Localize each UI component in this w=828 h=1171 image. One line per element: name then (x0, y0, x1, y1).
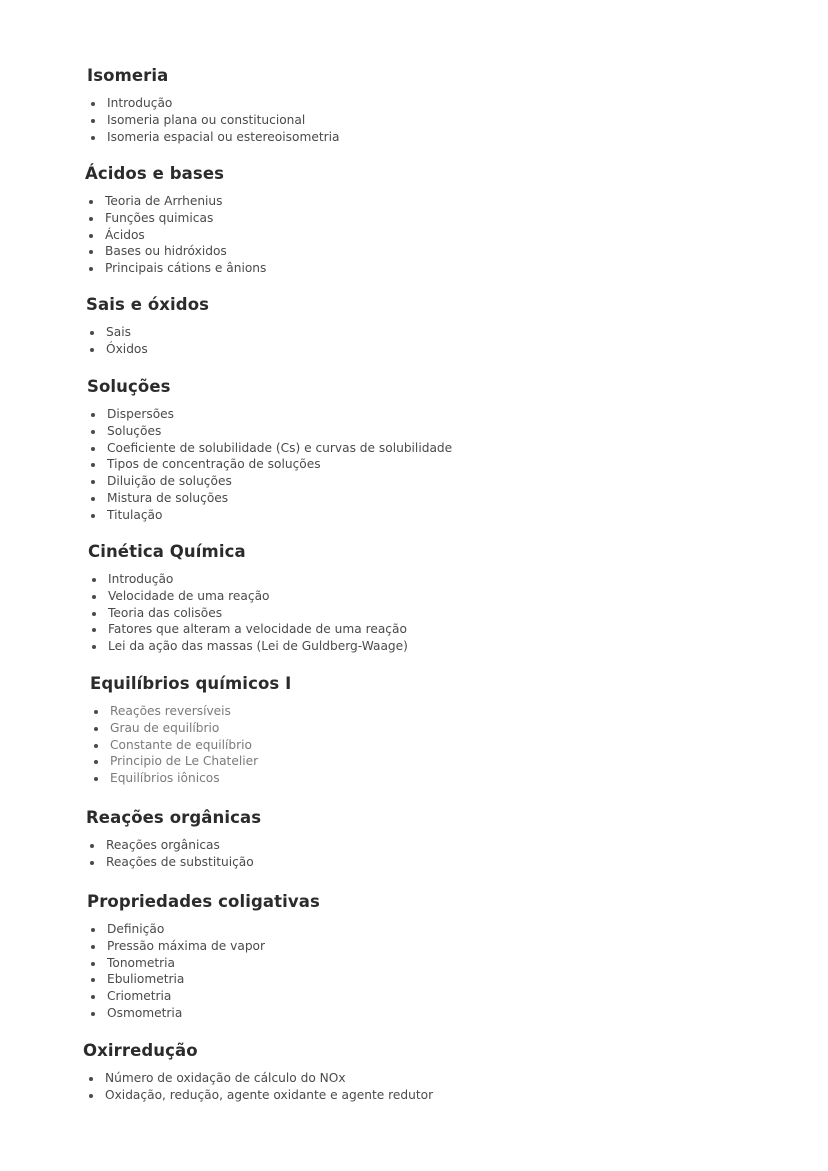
topic-list (90, 703, 291, 787)
section-acidos-bases (85, 164, 266, 277)
section-oxirreducao (83, 1041, 433, 1104)
list-item: Reações orgânicas (86, 837, 261, 854)
list-item: Tonometria (87, 955, 320, 972)
list-item: Oxidação, redução, agente oxidante e agente redutor (85, 1087, 433, 1104)
topic-list (88, 571, 408, 655)
list-item: Bases ou hidróxidos (85, 243, 266, 260)
topic-list (83, 1070, 433, 1104)
list-item: Definição (87, 921, 320, 938)
section-title: Ácidos e bases (85, 164, 225, 183)
list-item: Pressão máxima de vapor (87, 938, 320, 955)
list-item: Mistura de soluções (87, 490, 452, 507)
section-title: Equilíbrios químicos I (90, 674, 292, 693)
list-item: Introdução (88, 571, 408, 588)
list-item: Tipos de concentração de soluções (87, 456, 452, 473)
section-title: Oxirredução (83, 1041, 198, 1060)
list-item: Principio de Le Chatelier (90, 753, 291, 770)
list-item: Lei da ação das massas (Lei de Guldberg-Waage) (88, 638, 408, 655)
section-isomeria (87, 66, 339, 145)
topic-list (87, 95, 339, 145)
list-item: Fatores que alteram a velocidade de uma reação (88, 621, 408, 638)
list-item: Ebuliometria (87, 971, 320, 988)
topic-list (86, 837, 261, 871)
list-item: Ácidos (85, 227, 266, 244)
section-reacoes-organicas (86, 808, 261, 871)
list-item: Titulação (87, 507, 452, 524)
section-sais-oxidos (86, 295, 209, 358)
section-title: Isomeria (87, 66, 169, 85)
list-item: Reações de substituição (86, 854, 261, 871)
list-item: Funções quimicas (85, 210, 266, 227)
list-item: Isomeria espacial ou estereoisometria (87, 129, 339, 146)
section-title: Reações orgânicas (86, 808, 262, 827)
section-title: Soluções (87, 377, 171, 396)
list-item: Número de oxidação de cálculo do NOx (85, 1070, 433, 1087)
topic-list (85, 193, 266, 277)
section-propriedades-coligativas (87, 892, 320, 1022)
list-item: Soluções (87, 423, 452, 440)
list-item: Reações reversíveis (90, 703, 291, 720)
section-equilibrios-quimicos (90, 674, 291, 787)
list-item: Óxidos (86, 341, 209, 358)
list-item: Teoria das colisões (88, 605, 408, 622)
list-item: Velocidade de uma reação (88, 588, 408, 605)
list-item: Dispersões (87, 406, 452, 423)
list-item: Grau de equilíbrio (90, 720, 291, 737)
topic-list (87, 921, 320, 1022)
topic-list (86, 324, 209, 358)
list-item: Osmometria (87, 1005, 320, 1022)
list-item: Teoria de Arrhenius (85, 193, 266, 210)
section-title: Cinética Química (88, 542, 246, 561)
list-item: Diluição de soluções (87, 473, 452, 490)
list-item: Sais (86, 324, 209, 341)
list-item: Introdução (87, 95, 339, 112)
section-title: Propriedades coligativas (87, 892, 320, 911)
topic-list (87, 406, 452, 524)
list-item: Equilíbrios iônicos (90, 770, 291, 787)
section-solucoes (87, 377, 452, 524)
list-item: Coeficiente de solubilidade (Cs) e curvas de solubilidade (87, 440, 452, 457)
list-item: Isomeria plana ou constitucional (87, 112, 339, 129)
section-cinetica-quimica (88, 542, 408, 655)
list-item: Constante de equilíbrio (90, 737, 291, 754)
section-title: Sais e óxidos (86, 295, 210, 314)
list-item: Criometria (87, 988, 320, 1005)
list-item: Principais cátions e ânions (85, 260, 266, 277)
